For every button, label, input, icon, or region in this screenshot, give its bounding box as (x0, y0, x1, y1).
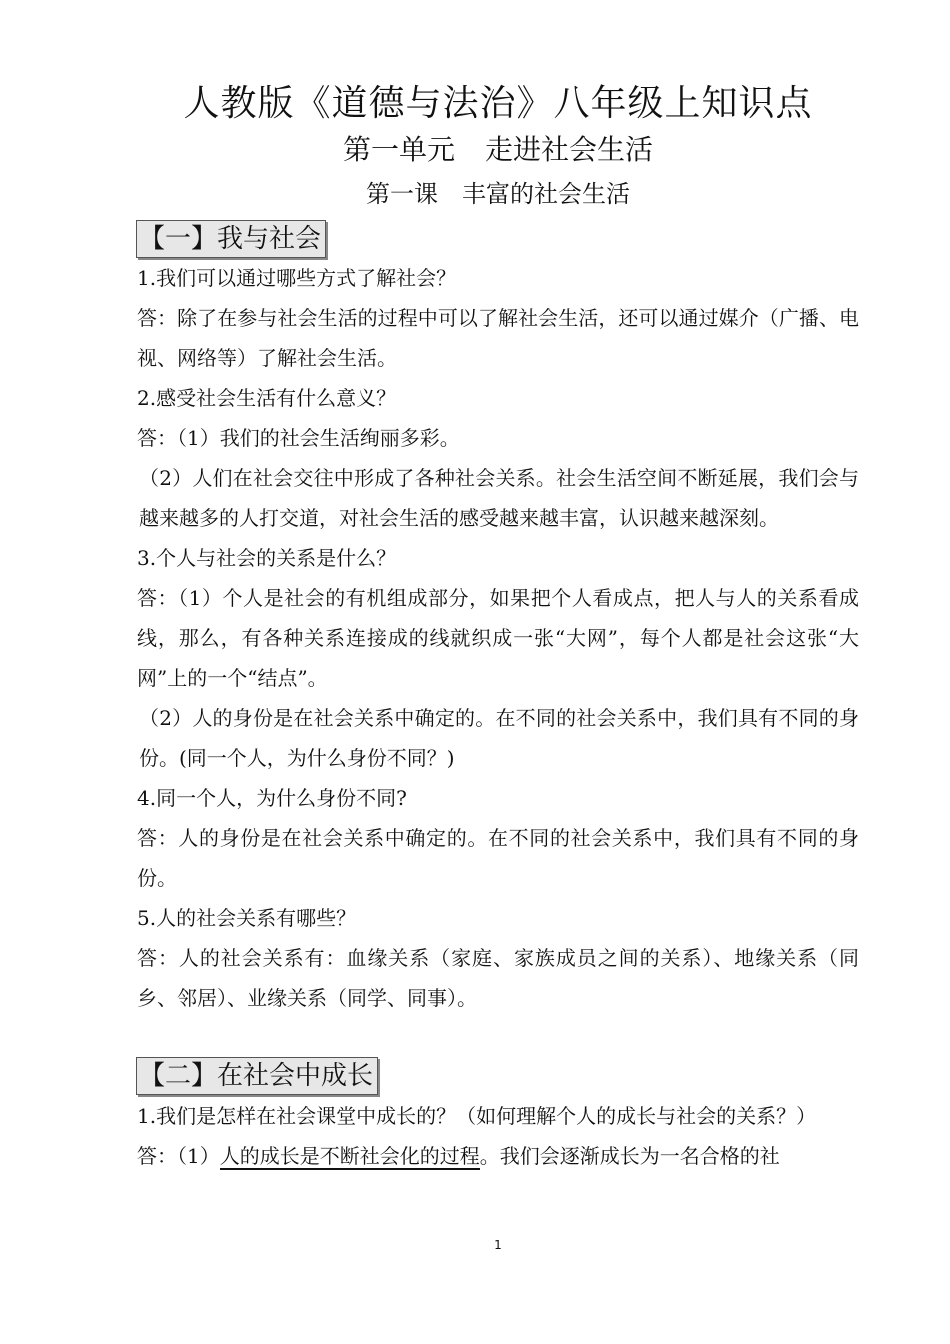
question-4: 4.同一个人，为什么身份不同? (137, 786, 407, 810)
unit-heading (0, 130, 950, 170)
question-1: 1.我们可以通过哪些方式了解社会？ (137, 266, 457, 290)
answer-2-1 (137, 1136, 859, 1176)
unit-name: 走进社会生活 (485, 133, 654, 166)
lesson-name: 丰富的社会生活 (462, 180, 630, 208)
answer-prefix: 答：（1） (137, 1144, 220, 1168)
section-1-content (137, 258, 859, 1018)
unit-label: 第一单元 (342, 133, 455, 166)
answer-2-part-2: （2）人们在社会交往中形成了各种社会关系。社会生活空间不断延展，我们会与越来越多的人打交道，对社会生活的感受越来越丰富，认识越来越深刻。 (139, 466, 859, 530)
answer-3-part-1: 答：（1）个人是社会的有机组成部分，如果把个人看成点，把人与人的关系看成线，那么，有各种关系连接成的线就织成一张“大网”，每个人都是社会这张“大网”上的一个“结点”。 (137, 586, 859, 690)
answer-5: 答：人的社会关系有：血缘关系（家庭、家族成员之间的关系）、地缘关系（同乡、邻居）、业缘关系（同学、同事）。 (137, 946, 859, 1010)
question-2: 2.感受社会生活有什么意义？ (137, 386, 397, 410)
lesson-label: 第一课 (366, 180, 438, 208)
question-5: 5.人的社会关系有哪些？ (137, 906, 357, 930)
question-3: 3.个人与社会的关系是什么？ (137, 546, 397, 570)
answer-3-part-2: （2）人的身份是在社会关系中确定的。在不同的社会关系中，我们具有不同的身份。(同一个人，为什么身份不同？) (139, 706, 859, 770)
lesson-heading (0, 176, 950, 212)
page-number: 1 (494, 1238, 502, 1252)
underlined-key-point: 人的成长是不断社会化的过程 (219, 1144, 480, 1168)
answer-1: 答：除了在参与社会生活的过程中可以了解社会生活，还可以通过媒介（广播、电视、网络等）了解社会生活。 (137, 306, 859, 370)
answer-2-part-1: 答：（1）我们的社会生活绚丽多彩。 (137, 426, 460, 450)
answer-suffix: 。我们会逐渐成长为一名合格的社 (479, 1144, 780, 1168)
document-title: 人教版《道德与法治》八年级上知识点 (183, 83, 813, 124)
answer-4: 答：人的身份是在社会关系中确定的。在不同的社会关系中，我们具有不同的身份。 (137, 826, 859, 890)
question-2-1: 1.我们是怎样在社会课堂中成长的？（如何理解个人的成长与社会的关系？） (137, 1104, 817, 1128)
section-2-content (137, 1096, 859, 1176)
section-heading-2: 【二】在社会中成长 (136, 1057, 378, 1095)
section-heading-1: 【一】我与社会 (136, 220, 326, 258)
